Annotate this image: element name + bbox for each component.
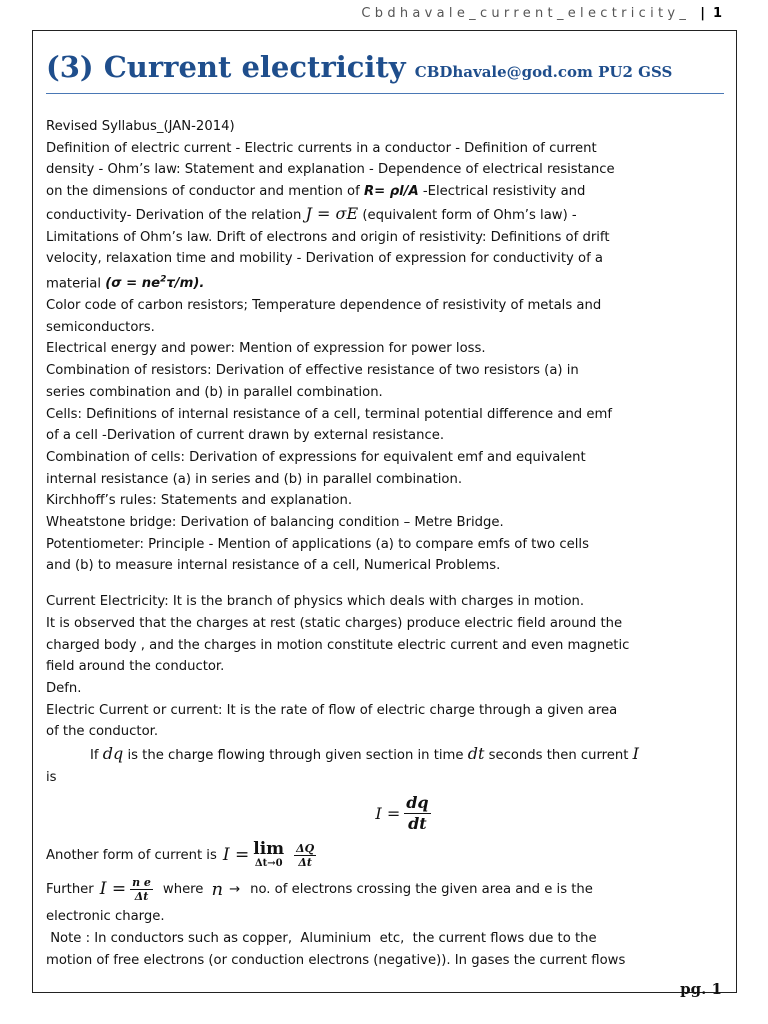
syllabus-line: Wheatstone bridge: Derivation of balancing condition – Metre Bridge. xyxy=(46,515,504,531)
title-rule xyxy=(46,93,724,94)
title-main: (3) Current electricity xyxy=(46,50,406,84)
text: Further xyxy=(46,881,94,897)
fraction xyxy=(404,793,430,834)
text: -Electrical resistivity and xyxy=(422,184,586,200)
formula-lhs: I = xyxy=(375,803,401,823)
numerator: ΔQ xyxy=(296,841,315,855)
page-title xyxy=(46,50,672,84)
syllabus-line: of a cell -Derivation of current drawn by external resistance. xyxy=(46,428,445,444)
syllabus-line: Electrical energy and power: Mention of expression for power loss. xyxy=(46,341,486,357)
lim-subscript: Δt→0 xyxy=(254,858,283,870)
syllabus-line xyxy=(46,203,726,227)
syllabus-line: and (b) to measure internal resistance of a cell, Numerical Problems. xyxy=(46,558,501,574)
body-line xyxy=(46,743,726,767)
body-line: of the conductor. xyxy=(46,724,159,740)
text: where xyxy=(162,881,204,897)
denominator: dt xyxy=(408,813,427,833)
syllabus-line: Color code of carbon resistors; Temperature dependence of resistivity of metals and xyxy=(46,298,602,314)
formula-part: (σ = ne xyxy=(105,276,161,292)
ohm-vector-formula: J = σE xyxy=(305,203,359,223)
definition-label: Defn. xyxy=(46,680,82,696)
syllabus-line: Potentiometer: Principle - Mention of applications (a) to compare emfs of two cells xyxy=(46,536,589,552)
syllabus-line: series combination and (b) in parallel combination. xyxy=(46,384,383,400)
text: no. of electrons crossing the given area and e is the xyxy=(250,881,593,897)
resistance-formula: R= ρl/A xyxy=(363,184,419,200)
formula-lhs: I = xyxy=(222,844,250,865)
section-gap xyxy=(46,577,726,591)
text: conductivity- Derivation of the relation xyxy=(46,207,302,223)
denominator: Δt xyxy=(298,855,313,869)
body-line: charged body , and the charges in motion constitute electric current and even magnetic xyxy=(46,637,630,653)
page-footer: pg. 1 xyxy=(680,980,722,998)
body-line xyxy=(46,838,726,872)
text: is the charge flowing through given section in time xyxy=(127,748,464,764)
limit-operator xyxy=(253,840,284,870)
header-separator: | xyxy=(700,6,705,21)
syllabus-line: Combination of cells: Derivation of expressions for equivalent emf and equivalent xyxy=(46,449,586,465)
math-dq: dq xyxy=(102,744,124,764)
text: on the dimensions of conductor and mention of xyxy=(46,184,360,200)
syllabus-line: Combination of resistors: Derivation of effective resistance of two resistors (a) in xyxy=(46,363,579,379)
running-title: Cbdhavale_current_electricity_ xyxy=(361,6,691,21)
note-line: motion of free electrons (or conduction electrons (negative)). In gases the current flows xyxy=(46,952,626,968)
syllabus-line: Limitations of Ohm’s law. Drift of electrons and origin of resistivity: Definitions of drift xyxy=(46,229,610,245)
fraction xyxy=(130,876,153,903)
math-I: I xyxy=(632,744,639,764)
numerator: n e xyxy=(132,875,151,889)
formula-lhs: I = xyxy=(99,878,127,899)
formula-superscript: 2 xyxy=(160,274,167,285)
conductivity-formula xyxy=(105,276,204,291)
text: Another form of current is xyxy=(46,847,217,863)
syllabus-line: semiconductors. xyxy=(46,319,155,335)
denominator: Δt xyxy=(134,889,149,903)
body-line xyxy=(46,872,726,906)
running-header xyxy=(361,6,722,21)
formula-part: τ/m). xyxy=(166,276,205,292)
page-content xyxy=(46,116,726,972)
current-formula xyxy=(46,788,726,838)
math-n: n xyxy=(211,878,224,900)
syllabus-line: Kirchhoff’s rules: Statements and explanation. xyxy=(46,493,353,509)
syllabus-line: density - Ohm’s law: Statement and explanation - Dependence of electrical resistance xyxy=(46,162,615,178)
text: If xyxy=(90,748,99,764)
syllabus-line xyxy=(46,181,726,203)
header-page-number: 1 xyxy=(712,6,722,21)
syllabus-line: internal resistance (a) in series and (b) in parallel combination. xyxy=(46,471,463,487)
syllabus-line: Cells: Definitions of internal resistance of a cell, terminal potential difference and emf xyxy=(46,406,612,422)
body-line: Electric Current or current: It is the rate of flow of electric charge through a given area xyxy=(46,702,618,718)
text: (equivalent form of Ohm’s law) - xyxy=(362,207,577,223)
fraction xyxy=(294,842,316,869)
body-line: electronic charge. xyxy=(46,909,165,925)
body-line: field around the conductor. xyxy=(46,659,225,675)
syllabus-line: velocity, relaxation time and mobility - Derivation of expression for conductivity of a xyxy=(46,251,603,267)
text: material xyxy=(46,276,102,292)
body-line: is xyxy=(46,769,57,785)
arrow: → xyxy=(229,881,241,897)
body-line: It is observed that the charges at rest (static charges) produce electric field around the xyxy=(46,615,623,631)
lim-word: lim xyxy=(253,839,285,860)
numerator: dq xyxy=(406,792,429,812)
math-dt: dt xyxy=(467,744,485,764)
syllabus-heading: Revised Syllabus_(JAN-2014) xyxy=(46,119,235,134)
note-line: Note : In conductors such as copper, Aluminium etc, the current flows due to the xyxy=(46,931,597,947)
body-line: Current Electricity: It is the branch of physics which deals with charges in motion. xyxy=(46,594,585,610)
syllabus-line xyxy=(46,270,726,295)
title-subtitle: CBDhavale@god.com PU2 GSS xyxy=(414,63,673,81)
text: seconds then current xyxy=(488,748,629,764)
syllabus-line: Definition of electric current - Electric currents in a conductor - Definition of current xyxy=(46,140,597,156)
